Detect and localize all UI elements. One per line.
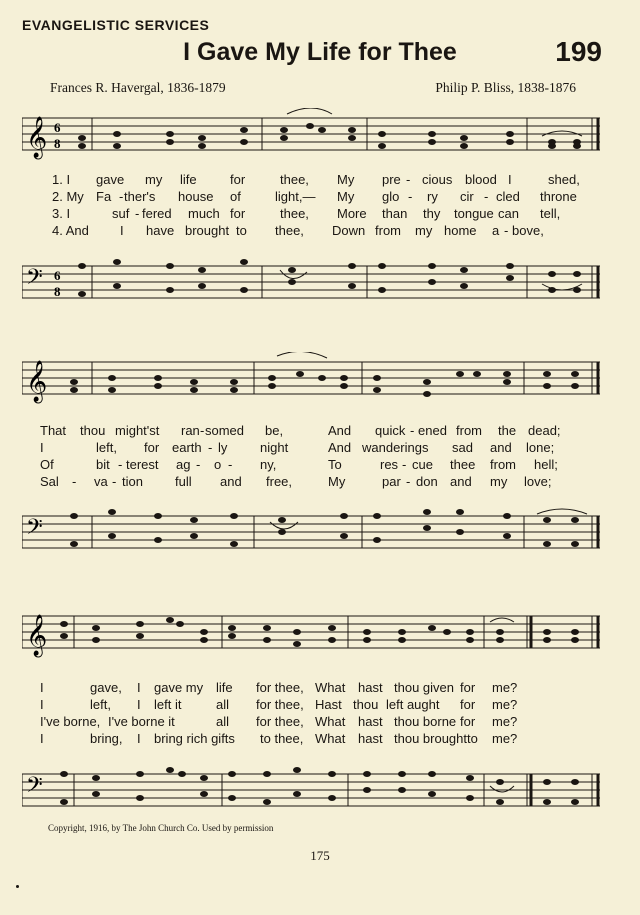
lyric-syllable: me? xyxy=(492,697,518,712)
copyright-notice: Copyright, 1916, by The John Church Co. Used by permission xyxy=(48,823,274,833)
lyric-syllable: 2. My xyxy=(52,189,84,204)
lyric-syllable: 4. And xyxy=(52,223,89,238)
lyric-syllable: a xyxy=(492,223,500,238)
lyric-syllable: I've borne it xyxy=(108,714,175,729)
lyric-syllable: dead; xyxy=(528,423,561,438)
lyric-syllable: of xyxy=(230,189,241,204)
lyric-syllable: ry xyxy=(427,189,438,204)
lyric-syllable: earth xyxy=(172,440,202,455)
lyric-syllable: and xyxy=(450,474,472,489)
lyric-syllable: the xyxy=(498,423,517,438)
lyric-line xyxy=(40,731,600,747)
lyric-syllable: thee, xyxy=(280,172,309,187)
lyric-syllable: Hast xyxy=(315,697,342,712)
lyric-line xyxy=(40,457,600,473)
lyric-syllable: from xyxy=(375,223,401,238)
lyric-syllable: left, xyxy=(90,697,111,712)
lyric-syllable: gave xyxy=(96,172,125,187)
bass-staff-system-3 xyxy=(22,758,602,814)
lyric-syllable: wanderings xyxy=(362,440,429,455)
lyric-syllable: Sal xyxy=(40,474,59,489)
lyric-syllable: gave, xyxy=(90,680,122,695)
lyric-syllable: That xyxy=(40,423,67,438)
lyric-syllable: - xyxy=(112,474,117,489)
svg-text:6: 6 xyxy=(54,268,61,283)
lyric-syllable: - xyxy=(208,440,213,455)
lyric-syllable: might'st xyxy=(115,423,160,438)
lyric-syllable: - xyxy=(196,457,201,472)
lyric-syllable: ran xyxy=(181,423,200,438)
lyric-syllable: to xyxy=(236,223,247,238)
svg-text:8: 8 xyxy=(54,284,61,299)
lyric-syllable: shed, xyxy=(548,172,580,187)
lyric-syllable: have xyxy=(146,223,175,238)
bass-staff-system-2 xyxy=(22,500,602,556)
lyric-syllable: What xyxy=(315,731,346,746)
lyric-syllable: suf xyxy=(112,206,130,221)
lyric-syllable: for thee, xyxy=(256,697,304,712)
lyric-syllable: my xyxy=(490,474,508,489)
lyric-syllable: thy xyxy=(423,206,441,221)
lyric-syllable: - xyxy=(504,223,509,238)
lyric-syllable: What xyxy=(315,714,346,729)
page-number: 175 xyxy=(310,848,330,863)
lyric-syllable: lone; xyxy=(526,440,555,455)
lyric-syllable: me? xyxy=(492,680,518,695)
lyric-syllable: - xyxy=(72,474,77,489)
lyric-syllable: thee, xyxy=(280,206,309,221)
lyric-syllable: - xyxy=(228,457,233,472)
lyric-syllable: and xyxy=(220,474,242,489)
lyric-syllable: cious xyxy=(422,172,453,187)
composer-credit: Philip P. Bliss, 1838-1876 xyxy=(435,80,576,95)
lyric-syllable: cir xyxy=(460,189,474,204)
lyric-syllable: I xyxy=(40,697,44,712)
lyric-syllable: to thee, xyxy=(260,731,304,746)
lyric-syllable: light,— xyxy=(275,189,316,204)
lyric-syllable: ag xyxy=(176,457,191,472)
lyric-syllable: ly xyxy=(218,440,228,455)
lyric-line xyxy=(40,680,600,696)
lyric-syllable: don xyxy=(416,474,438,489)
lyric-line xyxy=(40,189,600,205)
lyric-syllable: thou xyxy=(353,697,379,712)
svg-text:8: 8 xyxy=(54,136,61,151)
lyric-syllable: be, xyxy=(265,423,284,438)
lyric-syllable: My xyxy=(337,172,355,187)
lyric-syllable: for thee, xyxy=(256,714,304,729)
lyric-syllable: sad xyxy=(452,440,473,455)
lyric-syllable: house xyxy=(178,189,214,204)
lyric-syllable: - xyxy=(402,457,407,472)
lyric-syllable: for xyxy=(460,680,476,695)
lyric-syllable: to xyxy=(467,731,478,746)
author-credit: Frances R. Havergal, 1836-1879 xyxy=(50,80,226,95)
lyric-line xyxy=(40,423,600,439)
lyric-syllable: bring rich gifts xyxy=(154,731,235,746)
lyric-syllable: thee xyxy=(450,457,476,472)
lyric-syllable: hell; xyxy=(534,457,558,472)
svg-text:6: 6 xyxy=(54,120,61,135)
lyric-syllable: my xyxy=(415,223,433,238)
lyric-syllable: - xyxy=(135,206,140,221)
lyric-syllable: res xyxy=(380,457,399,472)
treble-staff-system-3 xyxy=(22,606,602,662)
lyric-syllable: brought xyxy=(185,223,230,238)
lyric-syllable: much xyxy=(188,206,220,221)
lyric-line xyxy=(40,440,600,456)
lyric-syllable: left, xyxy=(96,440,117,455)
lyric-line xyxy=(40,697,600,713)
lyric-syllable: I xyxy=(40,731,44,746)
bass-clef-icon: 𝄢 xyxy=(26,773,43,803)
lyric-syllable: My xyxy=(337,189,355,204)
lyric-syllable: - xyxy=(484,189,489,204)
lyric-syllable: for xyxy=(230,172,246,187)
lyric-syllable: throne xyxy=(540,189,577,204)
lyric-syllable: hast xyxy=(358,680,383,695)
lyric-syllable: left it xyxy=(154,697,182,712)
lyric-syllable: And xyxy=(328,423,352,438)
lyric-syllable: blood xyxy=(465,172,497,187)
lyric-syllable: I've borne, xyxy=(40,714,101,729)
lyric-syllable: free, xyxy=(266,474,293,489)
lyric-syllable: from xyxy=(490,457,516,472)
lyric-syllable: hast xyxy=(358,714,383,729)
bass-clef-icon: 𝄢 xyxy=(26,265,43,295)
lyric-line xyxy=(40,474,600,490)
lyric-line xyxy=(40,172,600,188)
lyric-syllable: To xyxy=(328,457,342,472)
lyric-line xyxy=(40,714,600,730)
lyric-syllable: Down xyxy=(332,223,366,238)
page-speck xyxy=(16,885,19,888)
treble-staff-system-1 xyxy=(22,108,602,164)
lyric-syllable: ny, xyxy=(260,457,277,472)
lyric-syllable: - xyxy=(408,189,413,204)
lyric-syllable: More xyxy=(337,206,367,221)
lyric-syllable: - xyxy=(406,172,411,187)
lyric-syllable: life xyxy=(216,680,233,695)
lyric-syllable: cled xyxy=(496,189,520,204)
lyric-syllable: - xyxy=(119,189,124,204)
lyric-syllable: bring, xyxy=(90,731,123,746)
lyric-syllable: fered xyxy=(142,206,172,221)
lyric-syllable: me? xyxy=(492,714,518,729)
lyric-syllable: all xyxy=(216,714,230,729)
lyric-syllable: thee, xyxy=(275,223,304,238)
lyric-syllable: - xyxy=(200,423,205,438)
lyric-syllable: for xyxy=(460,697,476,712)
lyric-syllable: cue xyxy=(412,457,433,472)
lyric-syllable: my xyxy=(145,172,163,187)
lyric-syllable: - xyxy=(406,474,411,489)
lyric-syllable: night xyxy=(260,440,289,455)
lyric-syllable: 1. I xyxy=(52,172,71,187)
lyric-syllable: thou given xyxy=(394,680,454,695)
lyric-syllable: - xyxy=(410,423,415,438)
lyric-syllable: full xyxy=(175,474,192,489)
lyric-syllable: thou xyxy=(80,423,106,438)
lyric-syllable: o xyxy=(214,457,222,472)
lyric-syllable: par xyxy=(382,474,401,489)
lyric-syllable: tongue xyxy=(454,206,494,221)
lyric-syllable: from xyxy=(456,423,482,438)
lyric-syllable: home xyxy=(444,223,477,238)
lyric-syllable: for thee, xyxy=(256,680,304,695)
lyric-syllable: - xyxy=(118,457,123,472)
bass-clef-icon: 𝄢 xyxy=(26,515,43,545)
lyric-syllable: tion xyxy=(122,474,143,489)
lyric-syllable: My xyxy=(328,474,346,489)
lyric-syllable: thou brought xyxy=(394,731,468,746)
lyric-syllable: life xyxy=(180,172,197,187)
lyric-syllable: for xyxy=(144,440,160,455)
lyric-syllable: and xyxy=(490,440,512,455)
lyric-syllable: I xyxy=(137,680,141,695)
bass-staff-system-1 xyxy=(22,250,602,306)
treble-clef-icon: 𝄞 xyxy=(26,615,48,656)
lyric-syllable: What xyxy=(315,680,346,695)
lyric-syllable: can xyxy=(498,206,519,221)
lyric-syllable: bove, xyxy=(512,223,544,238)
lyric-syllable: me? xyxy=(492,731,518,746)
lyric-syllable: I xyxy=(120,223,124,238)
lyric-syllable: glo xyxy=(382,189,400,204)
lyric-syllable: pre xyxy=(382,172,401,187)
lyric-syllable: And xyxy=(328,440,352,455)
lyric-syllable: for xyxy=(230,206,246,221)
lyric-syllable: love; xyxy=(524,474,552,489)
section-label: EVANGELISTIC SERVICES xyxy=(22,17,210,33)
lyric-syllable: hast xyxy=(358,731,383,746)
lyric-syllable: gave my xyxy=(154,680,204,695)
treble-clef-icon: 𝄞 xyxy=(26,117,48,158)
lyric-syllable: left aught xyxy=(386,697,440,712)
lyric-syllable: thou borne xyxy=(394,714,457,729)
lyric-syllable: quick xyxy=(375,423,406,438)
lyric-syllable: than xyxy=(382,206,408,221)
lyric-syllable: I xyxy=(137,697,141,712)
lyric-syllable: bit xyxy=(96,457,110,472)
lyric-syllable: Fa xyxy=(96,189,112,204)
lyric-syllable: 3. I xyxy=(52,206,71,221)
treble-staff-system-2 xyxy=(22,352,602,408)
hymn-title: I Gave My Life for Thee xyxy=(183,38,457,66)
lyric-syllable: I xyxy=(508,172,512,187)
lyric-syllable: terest xyxy=(126,457,159,472)
lyric-syllable: all xyxy=(216,697,230,712)
lyric-syllable: Of xyxy=(40,457,54,472)
lyric-syllable: somed xyxy=(205,423,245,438)
lyric-line xyxy=(40,206,600,222)
lyric-syllable: ened xyxy=(418,423,447,438)
lyric-syllable: ther's xyxy=(124,189,156,204)
hymn-number: 199 xyxy=(555,36,602,67)
lyric-syllable: I xyxy=(40,680,44,695)
lyric-syllable: I xyxy=(137,731,141,746)
treble-clef-icon: 𝄞 xyxy=(26,361,48,402)
lyric-syllable: for xyxy=(460,714,476,729)
lyric-syllable: va xyxy=(94,474,108,489)
lyric-syllable: I xyxy=(40,440,44,455)
lyric-syllable: tell, xyxy=(540,206,561,221)
lyric-line xyxy=(40,223,600,239)
